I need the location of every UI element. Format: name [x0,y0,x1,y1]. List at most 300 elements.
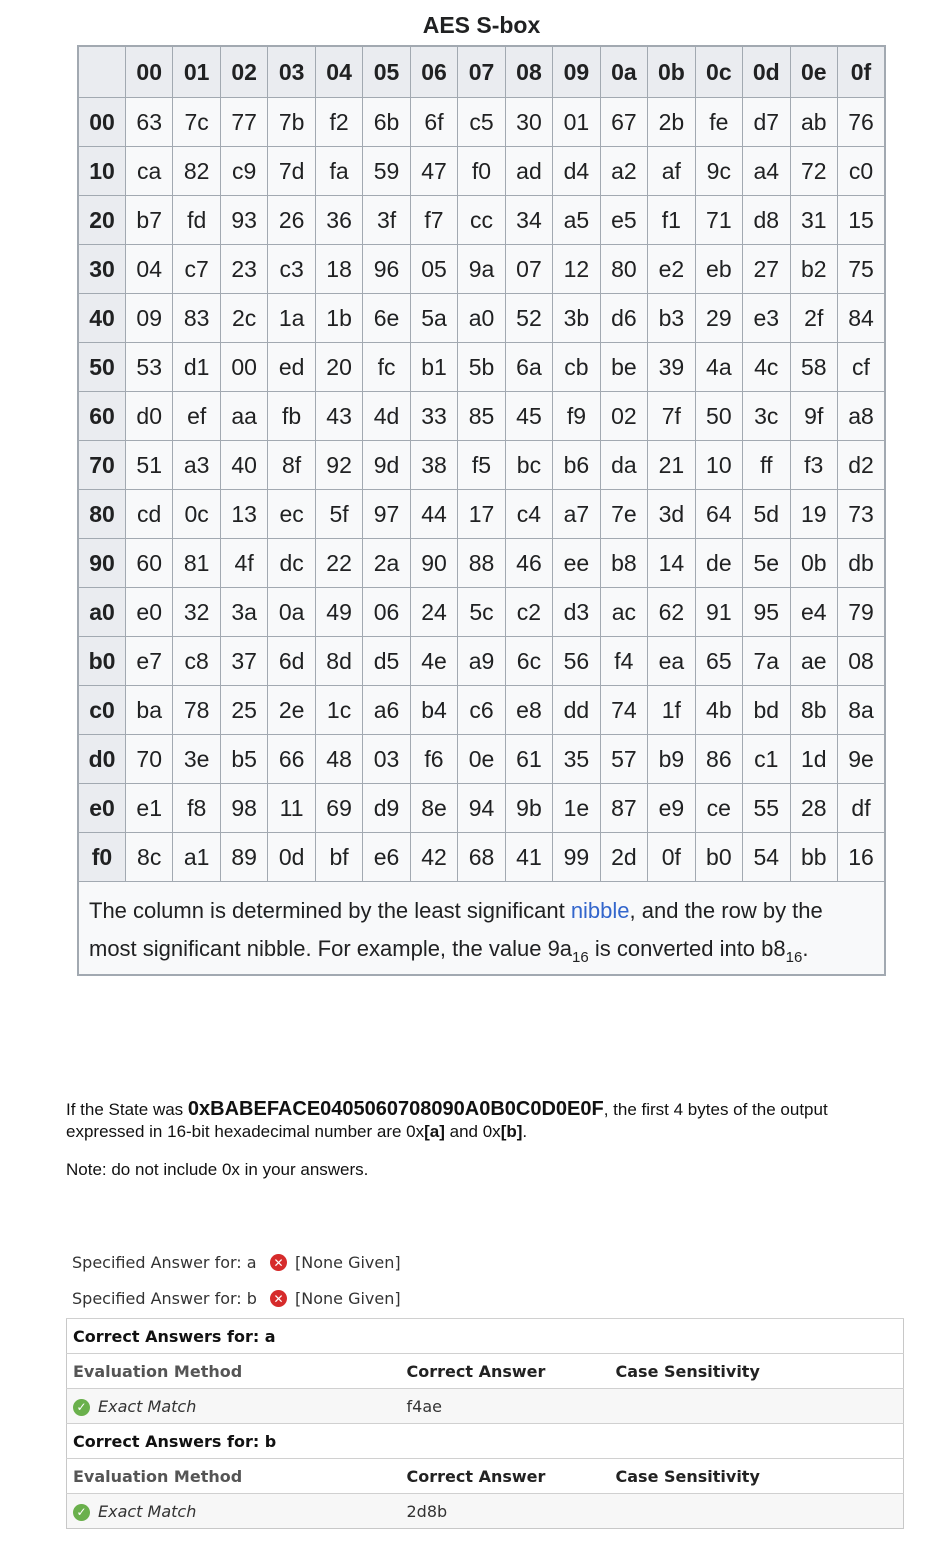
sbox-column-header: 03 [268,46,315,98]
sbox-row-header: 20 [78,196,125,245]
evaluation-method-value: Exact Match [98,1396,197,1416]
sbox-cell: 18 [315,245,362,294]
sbox-cell: ae [790,637,837,686]
sbox-cell: 1f [648,686,695,735]
question-end: . [522,1122,528,1141]
sbox-cell: eb [695,245,742,294]
sbox-cell: 27 [743,245,790,294]
sbox-cell: 47 [410,147,457,196]
sbox-cell: 45 [505,392,552,441]
sbox-cell: 81 [173,539,220,588]
sbox-cell: 96 [363,245,410,294]
correct-answers-a-header-row [67,1354,904,1389]
sbox-row [78,490,885,539]
sbox-cell: 42 [410,833,457,882]
sbox-row-header: d0 [78,735,125,784]
sbox-cell: 2b [648,98,695,147]
sbox-cell: bc [505,441,552,490]
check-circle-icon: ✓ [73,1504,90,1521]
sbox-cell: 8f [268,441,315,490]
question-state: 0xBABEFACE0405060708090A0B0C0D0E0F [187,1098,604,1120]
sbox-cell: 24 [410,588,457,637]
correct-answers-b-title: Correct Answers for: b [67,1424,904,1459]
sbox-cell: 39 [648,343,695,392]
specified-answer-a-value: [None Given] [295,1253,401,1272]
sbox-cell: ea [648,637,695,686]
sbox-column-header: 09 [553,46,600,98]
sbox-cell: 0b [790,539,837,588]
sbox-cell: d3 [553,588,600,637]
sbox-cell: ca [125,147,172,196]
sbox-cell: 82 [173,147,220,196]
sbox-cell: 41 [505,833,552,882]
sbox-cell: 0e [458,735,505,784]
sbox-row [78,588,885,637]
sbox-cell: 6b [363,98,410,147]
sbox-cell: 59 [363,147,410,196]
sbox-cell: dd [553,686,600,735]
sbox-cell: f8 [173,784,220,833]
sbox-cell: 04 [125,245,172,294]
sbox-cell: 05 [410,245,457,294]
sbox-cell: 20 [315,343,362,392]
sbox-cell: 34 [505,196,552,245]
sbox-cell: 9b [505,784,552,833]
sbox-row-header: 60 [78,392,125,441]
sbox-cell: 2f [790,294,837,343]
evaluation-method-header: Evaluation Method [67,1354,401,1389]
sbox-column-header: 00 [125,46,172,98]
sbox-column-header: 0f [838,46,886,98]
evaluation-method-cell [67,1494,401,1529]
sbox-cell: 6a [505,343,552,392]
sbox-cell: b7 [125,196,172,245]
sbox-column-header: 05 [363,46,410,98]
sbox-cell: 4b [695,686,742,735]
sbox-column-header: 0d [743,46,790,98]
sbox-cell: 60 [125,539,172,588]
sbox-cell: 8c [125,833,172,882]
note-text-2: , and the row by the most significant nibble. For example, the value 9a [89,898,823,961]
sbox-cell: f1 [648,196,695,245]
sbox-cell: ed [268,343,315,392]
sbox-row-header: 10 [78,147,125,196]
sbox-column-header: 0b [648,46,695,98]
sbox-cell: 56 [553,637,600,686]
sbox-cell: 55 [743,784,790,833]
sbox-cell: 5c [458,588,505,637]
note-subscript-2: 16 [785,949,803,966]
sbox-cell: e7 [125,637,172,686]
correct-answers-a-title-row [67,1319,904,1354]
sbox-cell: 5a [410,294,457,343]
correct-answers-b-header-row [67,1459,904,1494]
sbox-cell: b2 [790,245,837,294]
sbox-cell: 6f [410,98,457,147]
sbox-row [78,735,885,784]
sbox-cell: 13 [220,490,267,539]
sbox-cell: f6 [410,735,457,784]
sbox-cell: 77 [220,98,267,147]
case-sensitivity-header: Case Sensitivity [610,1459,904,1494]
sbox-cell: 8d [315,637,362,686]
sbox-cell: 25 [220,686,267,735]
sbox-cell: e2 [648,245,695,294]
sbox-cell: 94 [458,784,505,833]
sbox-cell: 21 [648,441,695,490]
sbox-cell: 1d [790,735,837,784]
sbox-cell: a4 [743,147,790,196]
sbox-row-header: 90 [78,539,125,588]
sbox-cell: b1 [410,343,457,392]
correct-answers-a-row [67,1389,904,1424]
sbox-cell: cb [553,343,600,392]
sbox-column-header: 08 [505,46,552,98]
sbox-cell: 12 [553,245,600,294]
sbox-cell: c0 [838,147,886,196]
sbox-cell: f2 [315,98,362,147]
sbox-column-header: 0c [695,46,742,98]
blank-b: [b] [500,1122,523,1141]
sbox-cell: d1 [173,343,220,392]
sbox-cell: 74 [600,686,647,735]
sbox-cell: 6e [363,294,410,343]
sbox-cell: 92 [315,441,362,490]
sbox-cell: db [838,539,886,588]
sbox-cell: a6 [363,686,410,735]
sbox-cell: cc [458,196,505,245]
sbox-cell: 8a [838,686,886,735]
sbox-cell: 0a [268,588,315,637]
sbox-cell: 2a [363,539,410,588]
sbox-cell: 7c [173,98,220,147]
x-circle-icon: ✕ [270,1290,287,1307]
sbox-row [78,294,885,343]
sbox-cell: e0 [125,588,172,637]
sbox-cell: aa [220,392,267,441]
sbox-cell: 58 [790,343,837,392]
sbox-cell: 0d [268,833,315,882]
sbox-cell: 48 [315,735,362,784]
sbox-cell: ce [695,784,742,833]
sbox-cell: 35 [553,735,600,784]
sbox-cell: 00 [220,343,267,392]
sbox-cell: 87 [600,784,647,833]
sbox-cell: fd [173,196,220,245]
sbox-cell: 98 [220,784,267,833]
sbox-cell: 0f [648,833,695,882]
correct-answer-header: Correct Answer [401,1459,610,1494]
sbox-cell: b9 [648,735,695,784]
sbox-cell: 69 [315,784,362,833]
sbox-cell: ef [173,392,220,441]
sbox-row-header: 30 [78,245,125,294]
specified-answer-a [72,1253,401,1272]
sbox-cell: 9c [695,147,742,196]
sbox-cell: a8 [838,392,886,441]
sbox-cell: c1 [743,735,790,784]
sbox-row-header: a0 [78,588,125,637]
sbox-cell: bb [790,833,837,882]
sbox-cell: 4c [743,343,790,392]
sbox-cell: 84 [838,294,886,343]
sbox-row [78,245,885,294]
sbox-cell: 80 [600,245,647,294]
sbox-cell: e5 [600,196,647,245]
sbox-cell: 2c [220,294,267,343]
sbox-cell: a5 [553,196,600,245]
blank-a: [a] [424,1122,445,1141]
sbox-cell: 28 [790,784,837,833]
sbox-cell: 0c [173,490,220,539]
sbox-cell: e1 [125,784,172,833]
sbox-cell: 6c [505,637,552,686]
sbox-cell: 38 [410,441,457,490]
sbox-cell: fb [268,392,315,441]
sbox-row [78,343,885,392]
sbox-cell: d2 [838,441,886,490]
sbox-cell: 01 [553,98,600,147]
sbox-column-header: 0a [600,46,647,98]
correct-answers-a-title: Correct Answers for: a [67,1319,904,1354]
sbox-cell: 7a [743,637,790,686]
sbox-cell: a7 [553,490,600,539]
sbox-cell: 30 [505,98,552,147]
sbox-cell: ad [505,147,552,196]
sbox-row-header: f0 [78,833,125,882]
specified-answer-b-value: [None Given] [295,1289,401,1308]
sbox-cell: dc [268,539,315,588]
sbox-cell: a0 [458,294,505,343]
sbox-cell: c5 [458,98,505,147]
sbox-column-header: 04 [315,46,362,98]
question-prefix: If the State was [66,1100,188,1119]
sbox-column-header: 0e [790,46,837,98]
sbox-row [78,147,885,196]
sbox-cell: 76 [838,98,886,147]
sbox-cell: 72 [790,147,837,196]
sbox-cell: 31 [790,196,837,245]
sbox-note [78,882,885,976]
sbox-cell: 71 [695,196,742,245]
sbox-row-header: c0 [78,686,125,735]
sbox-cell: f4 [600,637,647,686]
sbox-cell: 50 [695,392,742,441]
sbox-cell: 02 [600,392,647,441]
sbox-cell: d9 [363,784,410,833]
sbox-cell: 90 [410,539,457,588]
sbox-cell: 3e [173,735,220,784]
x-circle-icon: ✕ [270,1254,287,1271]
sbox-column-header: 06 [410,46,457,98]
note-text-3: is converted into b8 [588,936,786,961]
sbox-column-header: 02 [220,46,267,98]
sbox-cell: 14 [648,539,695,588]
sbox-cell: 57 [600,735,647,784]
correct-answers-table [66,1318,904,1529]
sbox-cell: 97 [363,490,410,539]
specified-answer-b [72,1289,401,1308]
evaluation-method-header: Evaluation Method [67,1459,401,1494]
note-text-4: . [802,936,809,961]
sbox-cell: ab [790,98,837,147]
case-sensitivity-header: Case Sensitivity [610,1354,904,1389]
sbox-cell: d4 [553,147,600,196]
sbox-cell: 3f [363,196,410,245]
sbox-cell: b5 [220,735,267,784]
sbox-cell: c4 [505,490,552,539]
sbox-cell: 40 [220,441,267,490]
sbox-cell: 1c [315,686,362,735]
sbox-cell: 49 [315,588,362,637]
sbox-cell: f5 [458,441,505,490]
sbox-cell: 8b [790,686,837,735]
sbox-row-header: 70 [78,441,125,490]
sbox-cell: 5f [315,490,362,539]
case-sensitivity-value [610,1389,904,1424]
sbox-cell: 79 [838,588,886,637]
sbox-cell: e4 [790,588,837,637]
sbox-cell: c2 [505,588,552,637]
sbox-corner-cell [78,46,125,98]
sbox-note-row [78,882,885,976]
sbox-row [78,686,885,735]
sbox-cell: 2d [600,833,647,882]
evaluation-method-cell [67,1389,401,1424]
sbox-cell: 61 [505,735,552,784]
correct-answer-value: f4ae [401,1389,610,1424]
sbox-cell: d0 [125,392,172,441]
sbox-cell: b6 [553,441,600,490]
specified-answer-a-label: Specified Answer for: a [72,1253,257,1272]
sbox-cell: 29 [695,294,742,343]
sbox-cell: 53 [125,343,172,392]
sbox-cell: 85 [458,392,505,441]
sbox-cell: ee [553,539,600,588]
sbox-cell: 52 [505,294,552,343]
sbox-cell: c3 [268,245,315,294]
sbox-row-header: 80 [78,490,125,539]
correct-answers-b-row [67,1494,904,1529]
sbox-cell: 9d [363,441,410,490]
sbox-cell: 86 [695,735,742,784]
sbox-cell: 22 [315,539,362,588]
sbox-row [78,539,885,588]
sbox-cell: d8 [743,196,790,245]
sbox-cell: 5d [743,490,790,539]
sbox-cell: f9 [553,392,600,441]
sbox-cell: 51 [125,441,172,490]
nibble-link[interactable]: nibble [570,898,630,923]
sbox-cell: 3a [220,588,267,637]
correct-answers-b-title-row [67,1424,904,1459]
sbox-row [78,784,885,833]
question-and: and 0x [444,1122,501,1141]
sbox-cell: b4 [410,686,457,735]
sbox-cell: e9 [648,784,695,833]
evaluation-method-value: Exact Match [98,1501,197,1521]
question-text [66,1098,906,1143]
sbox-cell: 03 [363,735,410,784]
sbox-cell: 36 [315,196,362,245]
sbox-cell: 5e [743,539,790,588]
sbox-cell: 89 [220,833,267,882]
sbox-cell: 4f [220,539,267,588]
sbox-cell: fc [363,343,410,392]
sbox-cell: 7e [600,490,647,539]
correct-answer-header: Correct Answer [401,1354,610,1389]
sbox-cell: d6 [600,294,647,343]
sbox-row-header: e0 [78,784,125,833]
question-note: Note: do not include 0x in your answers. [66,1160,369,1179]
sbox-cell: 54 [743,833,790,882]
sbox-cell: 06 [363,588,410,637]
note-subscript-1: 16 [572,949,589,966]
sbox-cell: 65 [695,637,742,686]
sbox-cell: 3d [648,490,695,539]
sbox-cell: f0 [458,147,505,196]
sbox-cell: b0 [695,833,742,882]
sbox-row [78,441,885,490]
sbox-cell: fe [695,98,742,147]
case-sensitivity-value [610,1494,904,1529]
sbox-cell: cd [125,490,172,539]
sbox-cell: b3 [648,294,695,343]
sbox-row [78,637,885,686]
sbox-cell: a2 [600,147,647,196]
sbox-cell: be [600,343,647,392]
sbox-cell: ec [268,490,315,539]
sbox-cell: 75 [838,245,886,294]
sbox-cell: 09 [125,294,172,343]
sbox-cell: c9 [220,147,267,196]
sbox-caption: AES S-box [422,12,541,38]
sbox-cell: 67 [600,98,647,147]
sbox-cell: af [648,147,695,196]
sbox-row-header: b0 [78,637,125,686]
sbox-cell: 17 [458,490,505,539]
sbox-cell: e6 [363,833,410,882]
sbox-cell: 4d [363,392,410,441]
sbox-cell: 83 [173,294,220,343]
sbox-table [77,45,886,976]
sbox-row [78,833,885,882]
sbox-cell: 10 [695,441,742,490]
sbox-cell: 9f [790,392,837,441]
specified-answer-b-label: Specified Answer for: b [72,1289,257,1308]
sbox-cell: a1 [173,833,220,882]
sbox-cell: 63 [125,98,172,147]
sbox-cell: 2e [268,686,315,735]
sbox-header-row [78,46,885,98]
sbox-cell: 32 [173,588,220,637]
sbox-cell: 62 [648,588,695,637]
sbox-cell: 44 [410,490,457,539]
sbox-cell: 4a [695,343,742,392]
sbox-cell: b8 [600,539,647,588]
sbox-cell: 26 [268,196,315,245]
sbox-cell: 15 [838,196,886,245]
sbox-row [78,196,885,245]
sbox-cell: cf [838,343,886,392]
sbox-cell: 4e [410,637,457,686]
sbox-cell: 7b [268,98,315,147]
sbox-cell: a3 [173,441,220,490]
sbox-cell: 11 [268,784,315,833]
sbox-cell: 9a [458,245,505,294]
sbox-cell: 16 [838,833,886,882]
question-middle: , the first 4 bytes of the output expressed in 16-bit hexadecimal number are 0x [66,1100,828,1141]
